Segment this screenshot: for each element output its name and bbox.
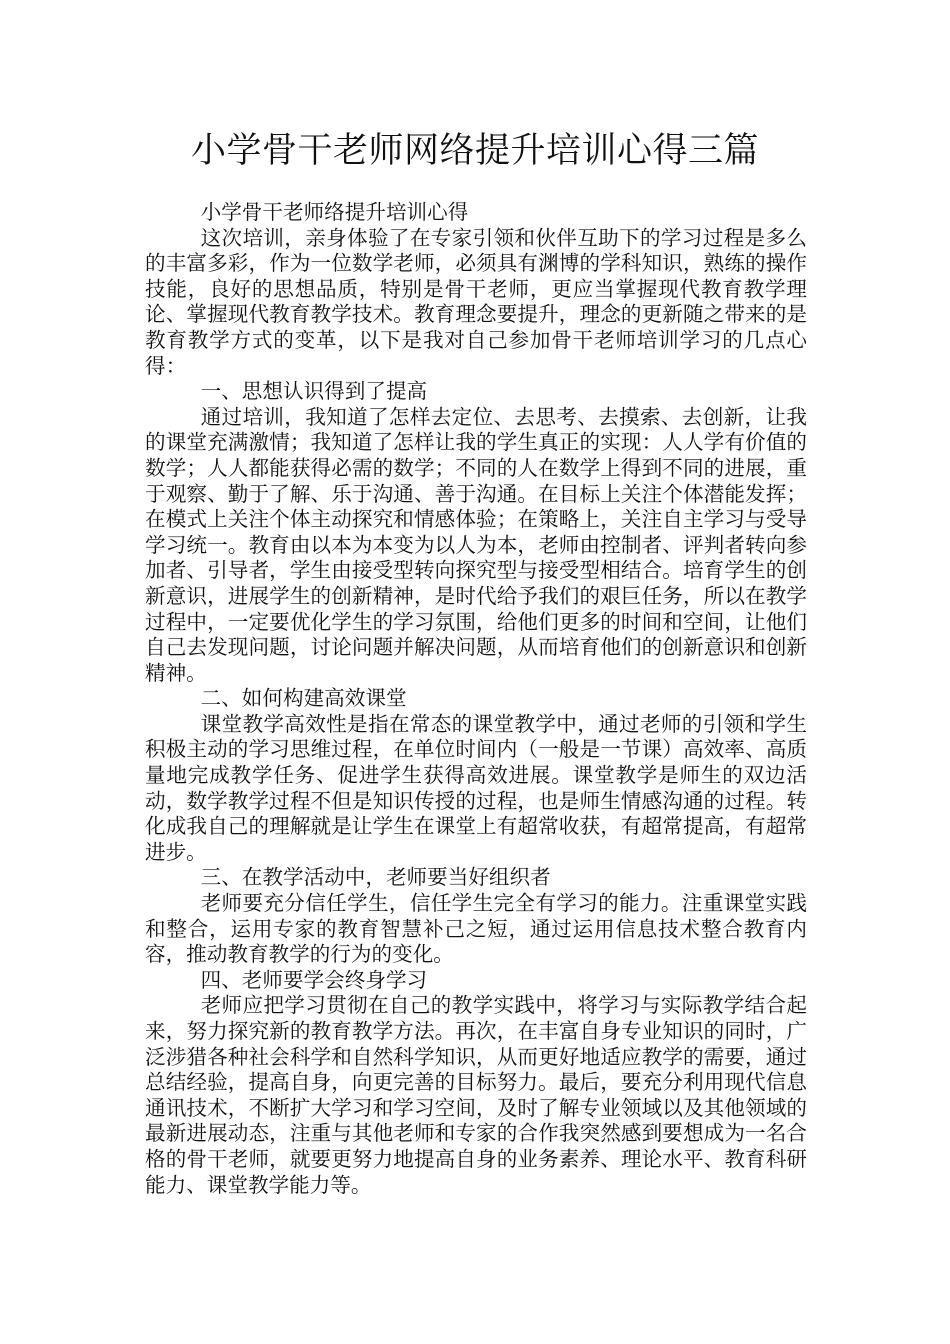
body-paragraph: 课堂教学高效性是指在常态的课堂教学中，通过老师的引领和学生积极主动的学习思维过程，在单位时间内（一般是一节课）高效率、高质量地完成教学任务、促进学生获得高效进展。课堂教学是师生的双边活动，数学教学过程不但是知识传授的过程，也是师生情感沟通的过程。转化成我自己的理解就是让学生在课堂上有超常收获，有超常提高，有超常进步。 bbox=[145, 711, 807, 864]
body-paragraph: 这次培训，亲身体验了在专家引领和伙伴互助下的学习过程是多么的丰富多彩，作为一位数学老师，必须具有渊博的学科知识，熟练的操作技能，良好的思想品质，特别是骨干老师，更应当掌握现代教育教学理论、掌握现代教育教学技术。教育理念要提升，理念的更新随之带来的是教育教学方式的变革，以下是我对自己参加骨干老师培训学习的几点心得： bbox=[145, 225, 807, 378]
section-heading: 一、思想认识得到了提高 bbox=[200, 379, 428, 404]
body-paragraph: 老师要充分信任学生，信任学生完全有学习的能力。注重课堂实践和整合，运用专家的教育智慧补己之短，通过运用信息技术整合教育内容，推动教育教学的行为的变化。 bbox=[145, 891, 807, 967]
document-body bbox=[145, 200, 807, 1198]
subtitle-paragraph: 小学骨干老师络提升培训心得 bbox=[200, 200, 469, 224]
body-paragraph: 老师应把学习贯彻在自己的教学实践中，将学习与实际教学结合起来，努力探究新的教育教学方法。再次，在丰富自身专业知识的同时，广泛涉猎各种社会科学和自然科学知识，从而更好地适应教学的需要，通过总结经验，提高自身，向更完善的目标努力。最后，要充分利用现代信息通讯技术，不断扩大学习和学习空间，及时了解专业领域以及其他领域的最新进展动态，注重与其他老师和专家的合作我突然感到要想成为一名合格的骨干老师，就要更努力地提高自身的业务素养、理论水平、教育科研能力、课堂教学能力等。 bbox=[145, 993, 807, 1197]
section-heading: 四、老师要学会终身学习 bbox=[200, 967, 428, 992]
body-paragraph: 通过培训，我知道了怎样去定位、去思考、去摸索、去创新，让我的课堂充满激情；我知道了怎样让我的学生真正的实现：人人学有价值的数学；人人都能获得必需的数学；不同的人在数学上得到不同的进展，重于观察、勤于了解、乐于沟通、善于沟通。在目标上关注个体潜能发挥；在模式上关注个体主动探究和情感体验；在策略上，关注自主学习与受导学习统一。教育由以本为本变为以人为本，老师由控制者、评判者转向参加者、引导者，学生由接受型转向探究型与接受型相结合。培育学生的创新意识，进展学生的创新精神，是时代给予我们的艰巨任务，所以在教学过程中，一定要优化学生的学习氛围，给他们更多的时间和空间，让他们自己去发现问题，讨论问题并解决问题，从而培育他们的创新意识和创新精神。 bbox=[145, 404, 807, 685]
section-heading: 三、在教学活动中，老师要当好组织者 bbox=[200, 865, 551, 890]
section-heading: 二、如何构建高效课堂 bbox=[200, 686, 407, 711]
document-title: 小学骨干老师网络提升培训心得三篇 bbox=[190, 131, 759, 171]
